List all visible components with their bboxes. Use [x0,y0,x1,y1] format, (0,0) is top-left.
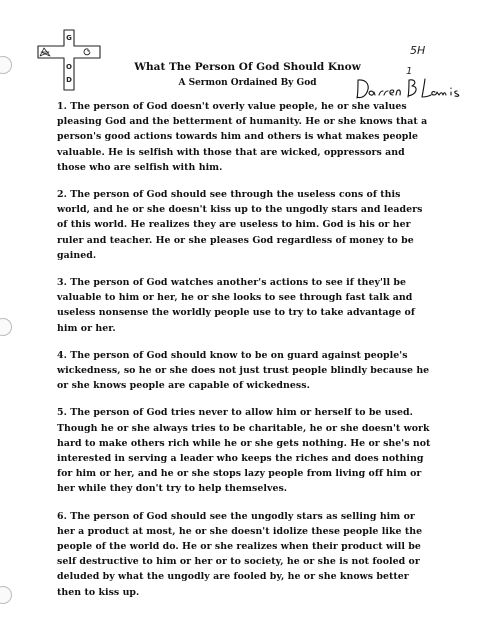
logo-letter: D [66,76,72,84]
logo-letter: G [66,34,72,42]
page-title: What The Person Of God Should Know [134,61,361,73]
paragraph: 6. The person of God should see the ungodly stars as selling him or her a product at most, he or she doesn't idolize these people like the people of the world do. He or she realizes when their product will be self destructive to him or her or to society, he or she is not fooled or deluded by what the ungodly are fooled by, he or she knows better then to kiss up. [57,510,423,598]
paragraph: 3. The person of God watches another's actions to see if they'll be valuable to him or her, he or she looks to see through fast talk and useless nonsense the worldly people use to try to take advantage of him or her. [57,277,415,334]
signature-number: 1 [406,66,413,77]
binder-hole [0,318,12,336]
paragraph: 4. The person of God should know to be on guard against people's wickedness, so he or she does not just trust people blindly because he or she knows people are capable of wickedness. [57,349,430,392]
paragraph: 1. The person of God doesn't overly value people, he or she values pleasing God and the betterment of humanity. He or she knows that a person's good actions towards him and others is what makes people valuable. He is selfish with those that are wicked, oppressors and those who are selfish with him. [57,101,428,173]
binder-hole [0,586,12,604]
logo-letter: O [66,63,72,71]
sermon-body [57,99,432,612]
page-number: 5H [410,44,426,57]
page-subtitle: A Sermon Ordained By God [178,78,317,88]
paragraph: 2. The person of God should see through the useless cons of this world, and he or she doesn't kiss up to the ungodly stars and leaders of this world. He realizes they are useless to him. God is his or her ruler and teacher. He or she pleases God regardless of money to be gained. [57,189,423,261]
paragraph: 5. The person of God tries never to allow him or herself to be used. Though he or she always tries to be charitable, he or she doesn't work hard to make others rich while he or she gets nothing. He or she's not interested in serving a leader who keeps the riches and does nothing for him or her, and he or she stops lazy people from living off him or her while they don't try to help themselves. [57,407,431,495]
